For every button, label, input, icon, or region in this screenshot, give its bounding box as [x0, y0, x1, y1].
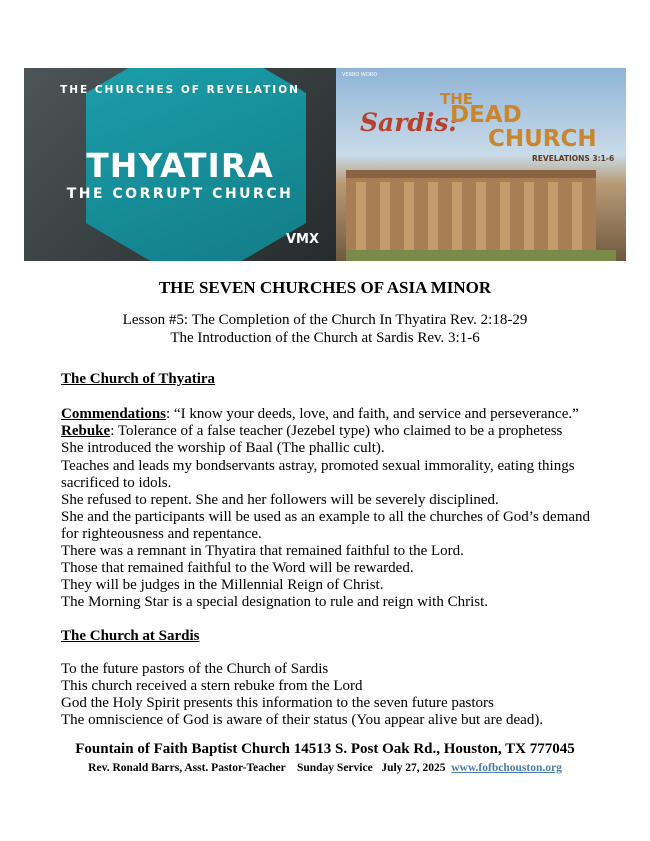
- thyatira-line: sacrificed to idols.: [61, 475, 172, 491]
- banner-kicker: THE CHURCHES OF REVELATION: [60, 84, 300, 96]
- lesson-line-1: Lesson #5: The Completion of the Church In Thyatira Rev. 2:18-29: [122, 312, 528, 328]
- sardis-line: God the Holy Spirit presents this information to the seven future pastors: [61, 695, 494, 711]
- rebuke-text: : Tolerance of a false teacher (Jezebel type) who claimed to be a prophetess: [110, 423, 563, 439]
- lesson-line-2: The Introduction of the Church at Sardis Rev. 3:1-6: [170, 330, 480, 346]
- sardis-line: The omniscience of God is aware of their status (You appear alive but are dead).: [61, 712, 544, 728]
- thyatira-line: for righteousness and repentance.: [61, 526, 262, 542]
- banner-thyatira-subtitle: THE CORRUPT CHURCH: [66, 186, 294, 202]
- ruins-illustration-icon: [346, 150, 616, 261]
- thyatira-line: She and the participants will be used as an example to all the churches of God’s demand: [61, 509, 591, 525]
- header-banner: [24, 68, 626, 261]
- footer-service-line: [0, 762, 650, 774]
- thyatira-line: They will be judges in the Millennial Reign of Christ.: [61, 577, 384, 593]
- banner-thyatira-title: THYATIRA: [86, 146, 274, 185]
- footer-pastor: Rev. Ronald Barrs, Asst. Pastor-Teacher Sunday Service July 27, 2025: [88, 762, 452, 774]
- banner-church: CHURCH: [488, 126, 597, 152]
- commendations-label: Commendations: [61, 406, 167, 422]
- thyatira-line: She refused to repent. She and her followers will be severely disciplined.: [61, 492, 499, 508]
- thyatira-banner: [24, 68, 336, 261]
- thyatira-line: She introduced the worship of Baal (The phallic cult).: [61, 440, 385, 456]
- sardis-line: To the future pastors of the Church of Sardis: [61, 661, 329, 677]
- thyatira-line: The Morning Star is a special designation to rule and reign with Christ.: [61, 594, 489, 610]
- sardis-line: This church received a stern rebuke from the Lord: [61, 678, 363, 694]
- vmx-logo-icon: VMX: [286, 232, 320, 247]
- footer-church-address: Fountain of Faith Baptist Church 14513 S. Post Oak Rd., Houston, TX 777045: [75, 741, 575, 757]
- badge-logo-icon: VERBO WORD: [342, 72, 378, 78]
- rebuke-line: [61, 423, 562, 440]
- banner-reference: REVELATIONS 3:1-6: [532, 154, 615, 163]
- thyatira-section-title: The Church of Thyatira: [61, 371, 216, 387]
- rebuke-label: Rebuke: [61, 423, 111, 439]
- commendations-text: : “I know your deeds, love, and faith, and service and perseverance.”: [166, 406, 579, 422]
- sardis-banner: [336, 68, 626, 261]
- commendations-line: [61, 406, 579, 423]
- website-link[interactable]: www.fofbchouston.org: [451, 762, 562, 774]
- sardis-section-title: The Church at Sardis: [61, 628, 200, 644]
- page-title: THE SEVEN CHURCHES OF ASIA MINOR: [158, 278, 492, 297]
- banner-the: THE: [440, 90, 474, 108]
- banner-sardis: Sardis:: [360, 108, 458, 137]
- thyatira-line: There was a remnant in Thyatira that remained faithful to the Lord.: [61, 543, 464, 559]
- thyatira-line: Teaches and leads my bondservants astray, promoted sexual immorality, eating things: [61, 458, 575, 474]
- banner-dead: DEAD: [450, 102, 522, 128]
- thyatira-line: Those that remained faithful to the Word will be rewarded.: [61, 560, 414, 576]
